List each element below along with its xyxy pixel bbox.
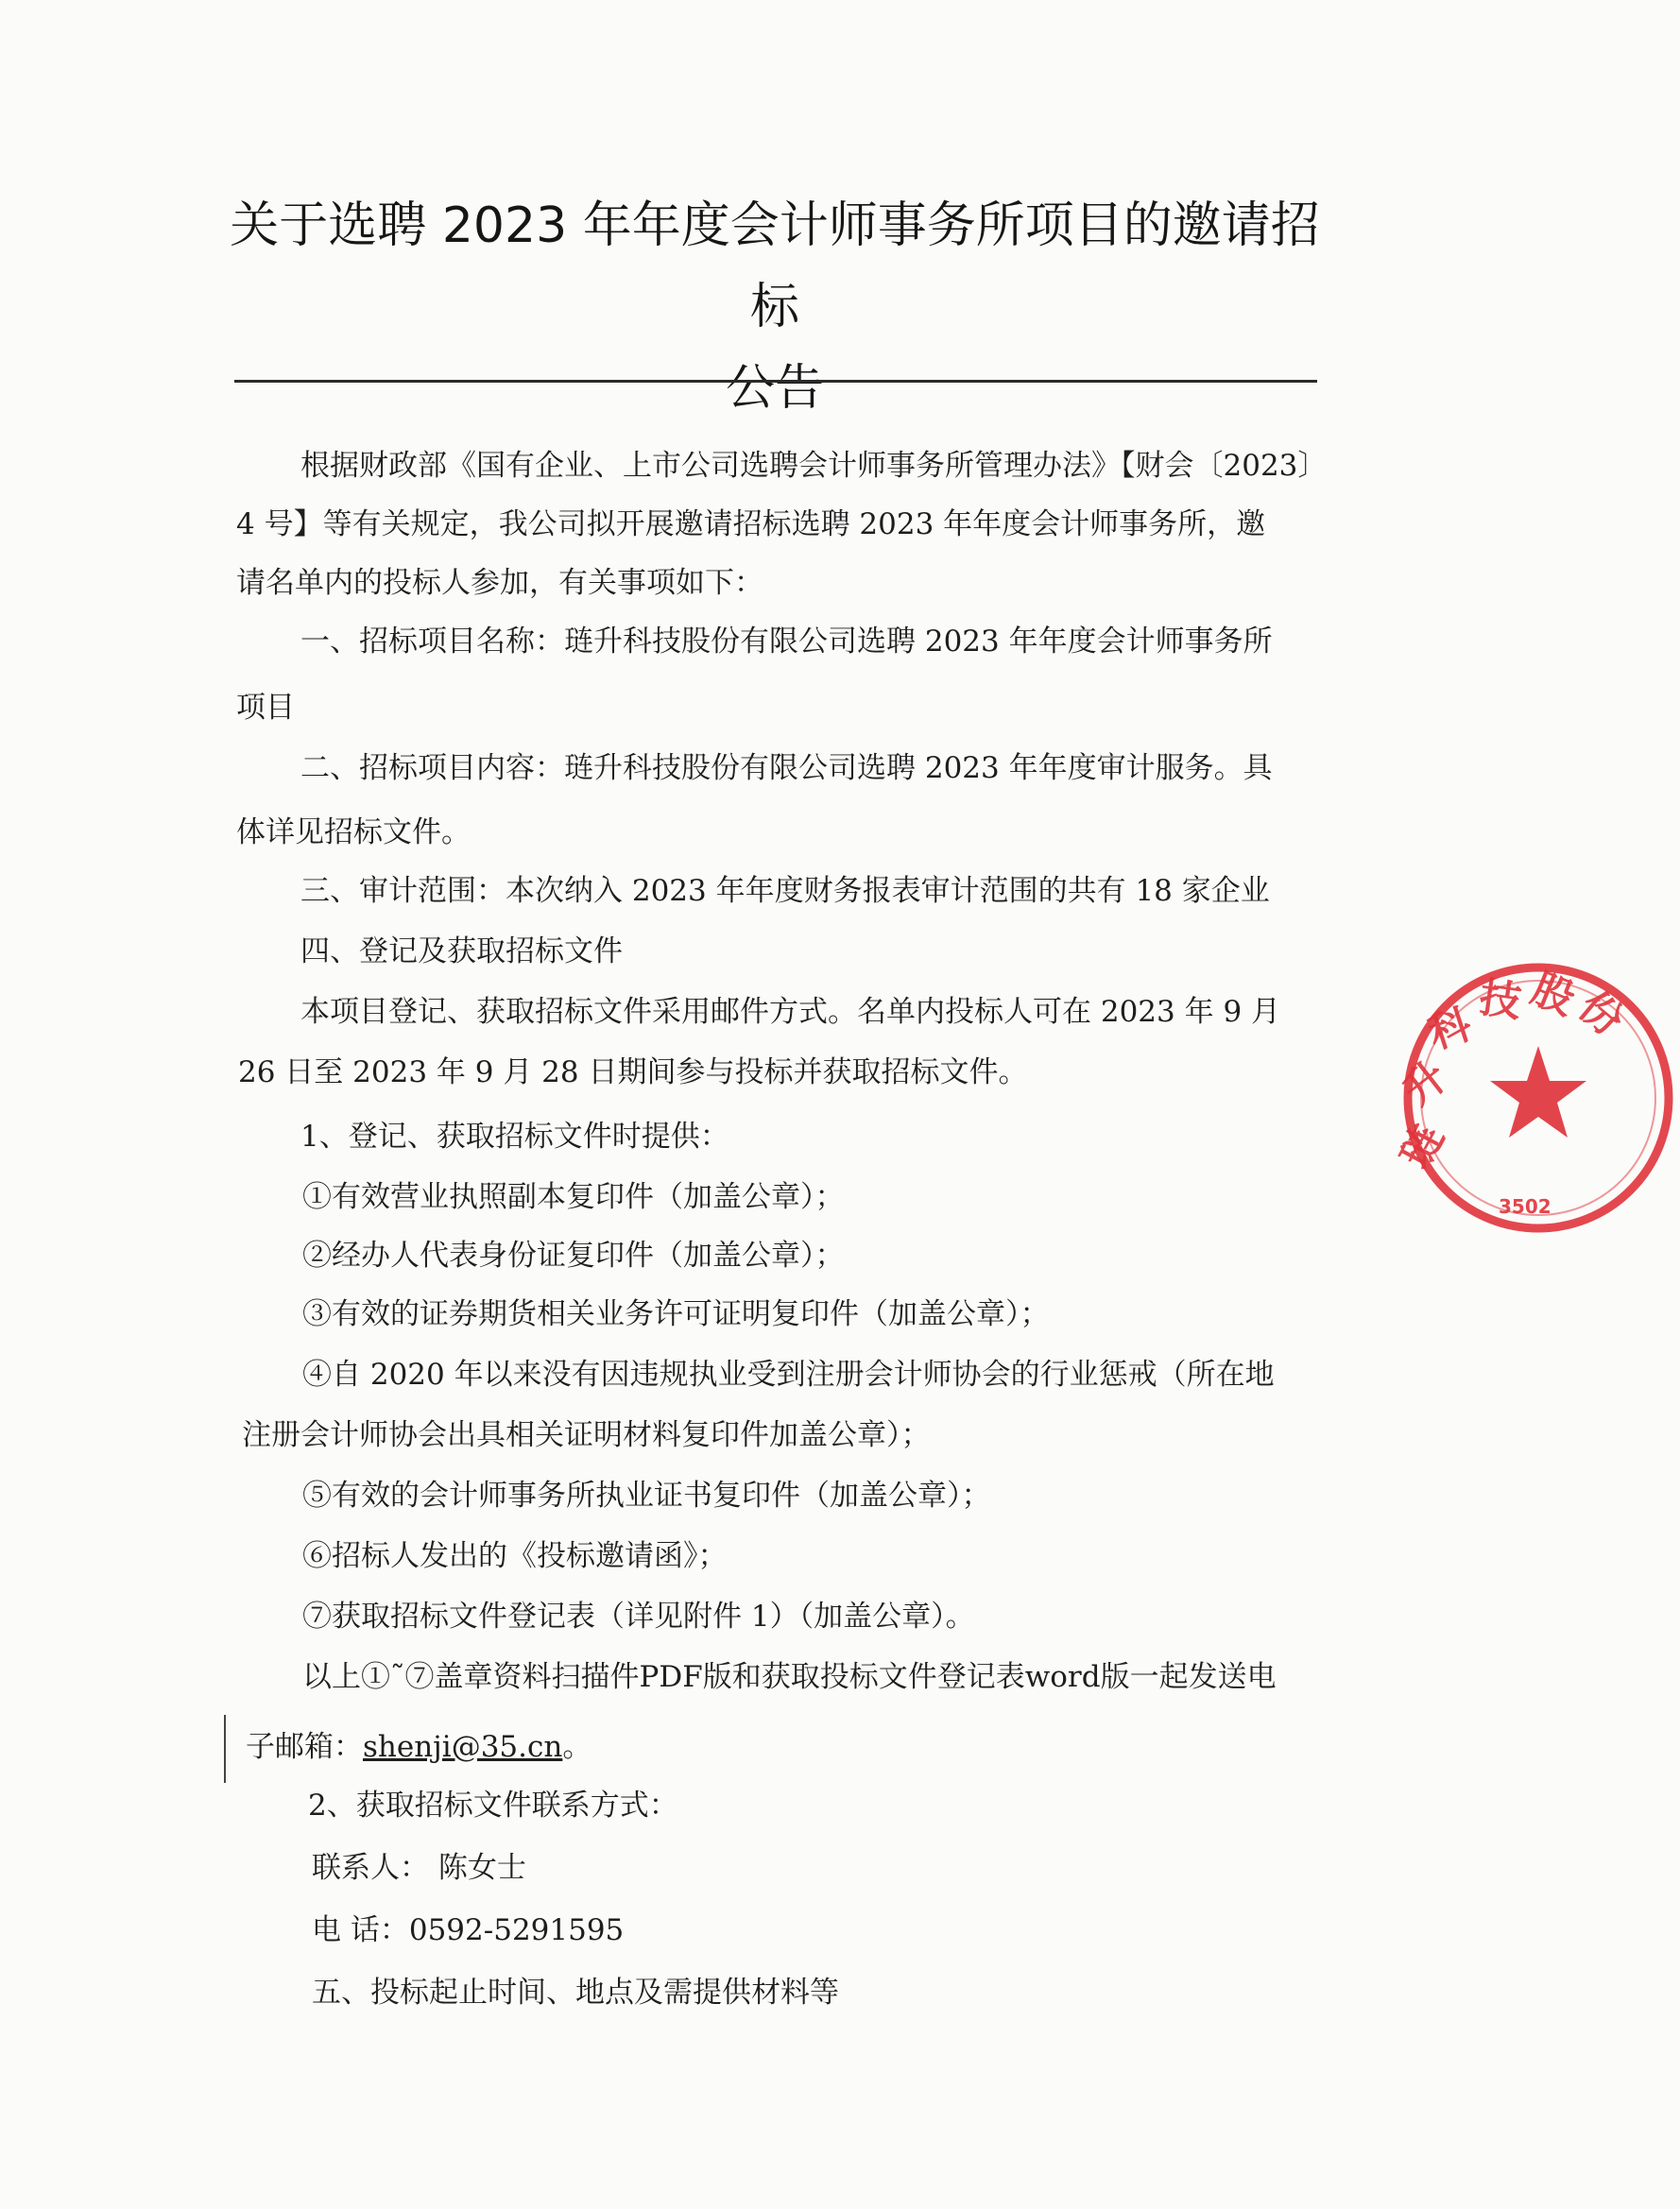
contact-person: 联系人： 陈女士 xyxy=(312,1851,526,1885)
item2-line-1: 二、招标项目内容：琏升科技股份有限公司选聘 2023 年年度审计服务。具 xyxy=(300,751,1273,785)
doc-item-3: ③有效的证券期货相关业务许可证明复印件（加盖公章）； xyxy=(302,1297,1050,1331)
title-line-2: 公告 xyxy=(725,360,824,417)
intro-line-1: 根据财政部《国有企业、上市公司选聘会计师事务所管理办法》【财会〔2023〕 xyxy=(300,449,1328,483)
doc-item-5: ⑤有效的会计师事务所执业证书复印件（加盖公章）； xyxy=(302,1479,991,1513)
item1-line-2: 项目 xyxy=(236,691,295,725)
registration-line-1: 本项目登记、获取招标文件采用邮件方式。名单内投标人可在 2023 年 9 月 xyxy=(300,995,1281,1029)
contact-phone: 电 话：0592-5291595 xyxy=(312,1913,625,1947)
svg-text:3502: 3502 xyxy=(1499,1195,1551,1218)
item3-line: 三、审计范围：本次纳入 2023 年年度财务报表审计范围的共有 18 家企业 xyxy=(300,874,1270,908)
intro-line-2: 4 号】等有关规定，我公司拟开展邀请招标选聘 2023 年年度会计师事务所，邀 xyxy=(236,507,1266,541)
email-label: 子邮箱： xyxy=(246,1730,363,1764)
doc-item-6: ⑥招标人发出的《投标邀请函》； xyxy=(302,1539,728,1573)
item2-line-2: 体详见招标文件。 xyxy=(236,815,471,849)
company-seal-icon xyxy=(1391,956,1680,1240)
page-title xyxy=(227,185,1323,429)
sub1-heading: 1、登记、获取招标文件时提供： xyxy=(300,1120,729,1154)
svg-text:份: 份 xyxy=(1569,982,1633,1046)
doc-item-4-line-2: 注册会计师协会出具相关证明材料复印件加盖公章）； xyxy=(242,1418,931,1452)
margin-mark xyxy=(224,1715,226,1783)
item5-heading: 五、投标起止时间、地点及需提供材料等 xyxy=(312,1976,839,2010)
sub2-heading: 2、获取招标文件联系方式： xyxy=(308,1789,678,1823)
doc-item-7: ⑦获取招标文件登记表（详见附件 1）（加盖公章）。 xyxy=(302,1600,975,1634)
svg-text:股: 股 xyxy=(1524,964,1582,1025)
svg-text:科: 科 xyxy=(1422,1000,1478,1059)
email-suffix: 。 xyxy=(562,1730,592,1764)
doc-item-2: ②经办人代表身份证复印件（加盖公章）； xyxy=(302,1239,845,1273)
title-divider xyxy=(234,380,1317,383)
svg-text:升: 升 xyxy=(1394,1052,1457,1116)
doc-item-1: ①有效营业执照副本复印件（加盖公章）； xyxy=(302,1180,845,1214)
send-instructions-line-2 xyxy=(246,1718,591,1776)
send-instructions-line-1: 以上①˜⑦盖章资料扫描件PDF版和获取投标文件登记表word版一起发送电 xyxy=(302,1660,1277,1694)
intro-line-3: 请名单内的投标人参加，有关事项如下： xyxy=(236,566,763,600)
item1-line-1: 一、招标项目名称：琏升科技股份有限公司选聘 2023 年年度会计师事务所 xyxy=(300,625,1273,659)
svg-text:琏: 琏 xyxy=(1391,1117,1454,1177)
svg-text:技: 技 xyxy=(1476,973,1525,1028)
email-link[interactable]: shenji@35.cn xyxy=(363,1730,563,1764)
doc-item-4-line-1: ④自 2020 年以来没有因违规执业受到注册会计师协会的行业惩戒（所在地 xyxy=(302,1358,1275,1392)
item4-heading: 四、登记及获取招标文件 xyxy=(300,934,623,968)
title-line-1: 关于选聘 2023 年年度会计师事务所项目的邀请招标 xyxy=(230,197,1320,335)
registration-line-2: 26 日至 2023 年 9 月 28 日期间参与投标并获取招标文件。 xyxy=(238,1055,1028,1089)
